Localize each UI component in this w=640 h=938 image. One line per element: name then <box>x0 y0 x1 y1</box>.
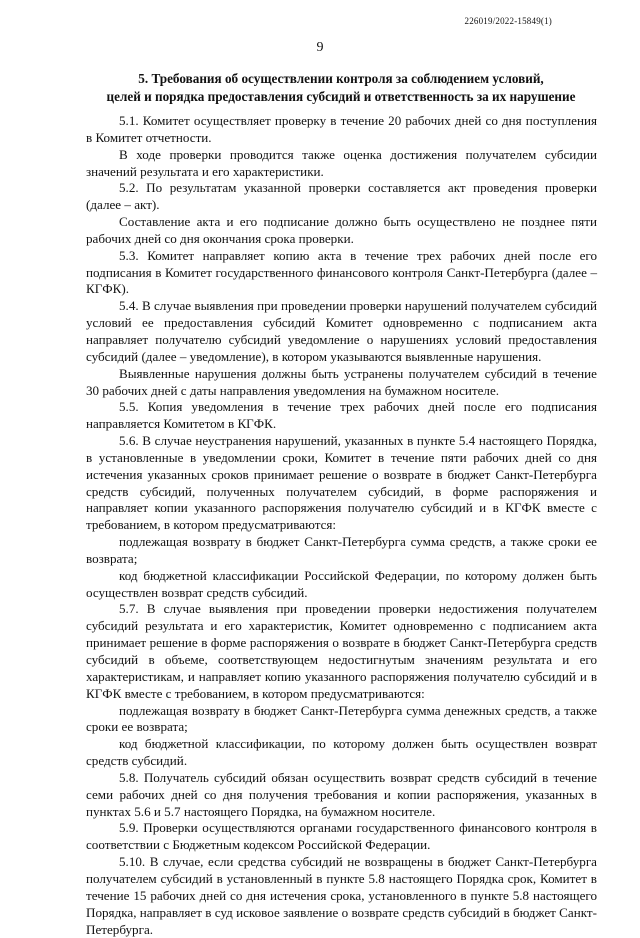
paragraph-5-10: 5.10. В случае, если средства субсидий не возвращены в бюджет Санкт-Петербурга получателем субсидий в установленный в пункте 5.8 настоящего Порядка срок, Комитет в течение 15 рабочих дней со дня истечения срока, установленного в пункте 5.8 настоящего Порядка, направляет в суд исковое заявление о возврате средств субсидий в бюджет Санкт-Петербурга. <box>86 854 597 937</box>
paragraph-5-4-remedy: Выявленные нарушения должны быть устранены получателем субсидий в течение 30 рабочих дней с даты направления уведомления на бумажном носителе. <box>86 365 597 398</box>
paragraph-5-4: 5.4. В случае выявления при проведении проверки нарушений получателем субсидий условий ее предоставления субсидий Комитет одновременно с подписанием акта направляет получателю субсидий уведомление о нарушениях условий предоставления субсидий (далее – уведомление), в котором указываются выявленные нарушения. <box>86 298 597 364</box>
paragraph-5-2: 5.2. По результатам указанной проверки составляется акт проведения проверки (далее – акт). <box>86 180 597 213</box>
paragraph-5-9: 5.9. Проверки осуществляются органами государственного финансового контроля в соответствии с Бюджетным кодексом Российской Федерации. <box>86 820 597 853</box>
paragraph-5-7: 5.7. В случае выявления при проведении проверки недостижения получателем субсидий результата и его характеристик, Комитет одновременно с подписанием акта принимает решение в форме распоряжения о возврате в бюджет Санкт-Петербурга средств субсидий в объеме, соответствующем недостигнутым значениям результата и его характеристикам, и направляет копию указанного распоряжения получателю субсидий и в КГФК вместе с требованием, в котором предусматриваются: <box>86 601 597 701</box>
section-body <box>86 113 597 938</box>
paragraph-5-6-item-code: код бюджетной классификации Российской Федерации, по которому должен быть осуществлен возврат средств субсидий. <box>86 567 597 600</box>
page-number: 9 <box>316 40 324 55</box>
paragraph-5-5: 5.5. Копия уведомления в течение трех рабочих дней после его подписания направляется Комитетом в КГФК. <box>86 399 597 432</box>
section-title <box>86 70 596 106</box>
section-title-line-1: 5. Требования об осуществлении контроля за соблюдением условий, <box>138 71 544 86</box>
paragraph-5-7-item-code: код бюджетной классификации, по которому должен быть осуществлен возврат средств субсидий. <box>86 736 597 769</box>
paragraph-5-2-deadline: Составление акта и его подписание должно быть осуществлено не позднее пяти рабочих дней со дня окончания срока проверки. <box>86 214 597 246</box>
paragraph-5-6-item-amount: подлежащая возврату в бюджет Санкт-Петербурга сумма средств, а также сроки ее возврата; <box>86 534 597 566</box>
paragraph-5-7-item-amount: подлежащая возврату в бюджет Санкт-Петербурга сумма денежных средств, а также сроки ее возврата; <box>86 702 597 735</box>
document-id: 226019/2022-15849(1) <box>464 16 552 26</box>
paragraph-5-1: 5.1. Комитет осуществляет проверку в течение 20 рабочих дней со дня поступления в Комитет отчетности. <box>86 113 597 145</box>
section-title-line-2: целей и порядка предоставления субсидий и ответственность за их нарушение <box>106 89 576 104</box>
paragraph-5-8: 5.8. Получатель субсидий обязан осуществить возврат средств субсидий в течение семи рабочих дней со дня получения требования и копии распоряжения, указанных в пунктах 5.6 и 5.7 настоящего Порядка, на бумажном носителе. <box>86 769 597 819</box>
paragraph-5-3: 5.3. Комитет направляет копию акта в течение трех рабочих дней после его подписания в Комитет государственного финансового контроля Санкт-Петербурга (далее – КГФК). <box>86 247 597 297</box>
paragraph-5-6: 5.6. В случае неустранения нарушений, указанных в пункте 5.4 настоящего Порядка, в установленные в уведомлении сроки, Комитет в течение пяти рабочих дней со дня истечения указанных сроков принимает решение о возврате в бюджет Санкт-Петербурга средств субсидий, полученных получателем субсидий, в форме распоряжения и направляет копии указанного распоряжения получателю субсидий и в КГФК вместе с требованием, в котором предусматриваются: <box>86 433 597 533</box>
paragraph-5-1-assessment: В ходе проверки проводится также оценка достижения получателем субсидии значений результата и его характеристики. <box>86 146 597 179</box>
